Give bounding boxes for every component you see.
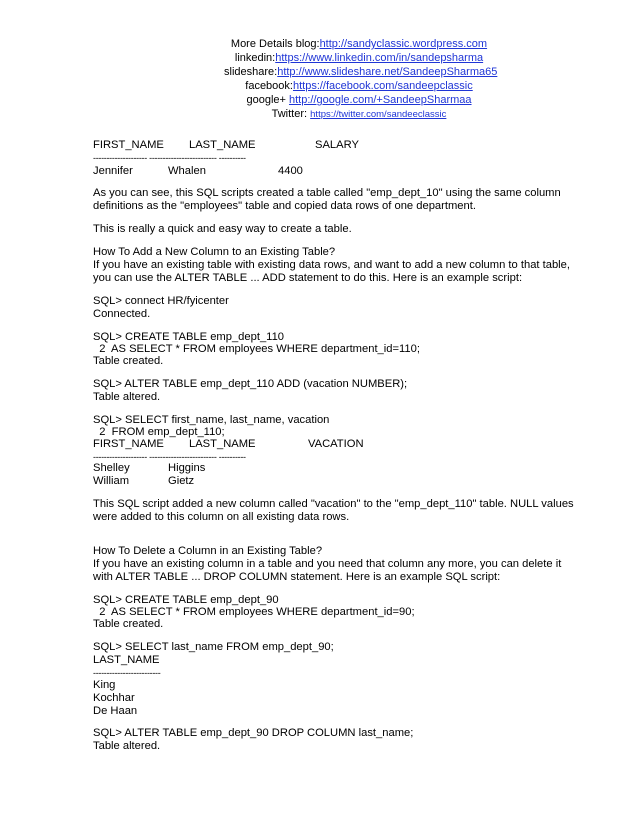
section-heading: How To Delete a Column in an Existing Table? <box>93 545 323 557</box>
table1-header-salary: SALARY <box>315 139 359 151</box>
slideshare-line <box>224 65 498 80</box>
google-label: google+ <box>246 94 289 106</box>
linkedin-line <box>224 51 494 66</box>
table2-header-first: FIRST_NAME <box>93 438 164 450</box>
code-line: LAST_NAME <box>93 654 160 666</box>
table1-cell-last: Whalen <box>168 165 206 177</box>
paragraph-line: you can use the ALTER TABLE ... ADD statement to do this. Here is an example script: <box>93 272 523 284</box>
code-line: 2 AS SELECT * FROM employees WHERE department_id=90; <box>93 606 415 618</box>
table2-cell: Shelley <box>93 462 130 474</box>
table1-divider: -------------------- ------------------------- ---------- <box>93 153 246 163</box>
table1-header-last: LAST_NAME <box>189 139 256 151</box>
paragraph-line: As you can see, this SQL scripts created a table called "emp_dept_10" using the same column <box>93 187 561 199</box>
code-line: Table created. <box>93 618 164 630</box>
twitter-link[interactable]: https://twitter.com/sandeeclassic <box>310 109 447 120</box>
code-line: King <box>93 679 116 691</box>
code-line: Table altered. <box>93 740 161 752</box>
blog-line <box>224 37 494 52</box>
paragraph-line: If you have an existing column in a table and you need that column any more, you can delete it <box>93 558 562 570</box>
blog-label: More Details blog: <box>230 38 320 50</box>
code-line: SQL> SELECT last_name FROM emp_dept_90; <box>93 641 334 653</box>
twitter-label: Twitter: <box>271 108 311 120</box>
code-line: SQL> ALTER TABLE emp_dept_110 ADD (vacation NUMBER); <box>93 378 408 390</box>
code-line: SQL> SELECT first_name, last_name, vacation <box>93 414 330 426</box>
table2-header-last: LAST_NAME <box>189 438 256 450</box>
code-line: Table altered. <box>93 391 161 403</box>
paragraph-line: were added to this column on all existing data rows. <box>93 511 350 523</box>
table1-cell-salary: 4400 <box>278 165 303 177</box>
code-line: Kochhar <box>93 692 135 704</box>
twitter-line <box>224 107 494 123</box>
code-divider: ------------------------- <box>93 668 161 678</box>
table2-cell: William <box>93 475 130 487</box>
section-heading: How To Add a New Column to an Existing Table? <box>93 246 336 258</box>
paragraph-line: This SQL script added a new column called "vacation" to the "emp_dept_110" table. NULL values <box>93 498 574 510</box>
code-line: SQL> CREATE TABLE emp_dept_90 <box>93 594 279 606</box>
code-line: 2 FROM emp_dept_110; <box>93 426 225 438</box>
code-line: Connected. <box>93 308 151 320</box>
code-line: Table created. <box>93 355 164 367</box>
paragraph-line: definitions as the "employees" table and copied data rows of one department. <box>93 200 476 212</box>
code-line: 2 AS SELECT * FROM employees WHERE department_id=110; <box>93 343 420 355</box>
table2-cell: Higgins <box>168 462 206 474</box>
slideshare-link[interactable]: http://www.slideshare.net/SandeepSharma65 <box>277 66 498 78</box>
paragraph-line: This is really a quick and easy way to create a table. <box>93 223 352 235</box>
paragraph-line: If you have an existing table with existing data rows, and want to add a new column to that table, <box>93 259 570 271</box>
linkedin-link[interactable]: https://www.linkedin.com/in/sandepsharma <box>275 52 484 64</box>
paragraph-line: with ALTER TABLE ... DROP COLUMN statement. Here is an example SQL script: <box>93 571 501 583</box>
google-line <box>224 93 494 108</box>
google-link[interactable]: http://google.com/+SandeepSharmaa <box>288 94 472 106</box>
table1-cell-first: Jennifer <box>93 165 133 177</box>
table1-header-first: FIRST_NAME <box>93 139 164 151</box>
table2-divider: -------------------- ------------------------- ---------- <box>93 452 246 462</box>
facebook-label: facebook: <box>245 80 293 92</box>
table2-header-vacation: VACATION <box>308 438 364 450</box>
linkedin-label: linkedin: <box>234 52 276 64</box>
table2-cell: Gietz <box>168 475 195 487</box>
code-line: SQL> connect HR/fyicenter <box>93 295 229 307</box>
blog-link[interactable]: http://sandyclassic.wordpress.com <box>319 38 488 50</box>
slideshare-label: slideshare: <box>224 66 278 78</box>
code-line: SQL> ALTER TABLE emp_dept_90 DROP COLUMN last_name; <box>93 727 414 739</box>
facebook-link[interactable]: https://facebook.com/sandeepclassic <box>292 80 473 92</box>
code-line: De Haan <box>93 705 138 717</box>
code-line: SQL> CREATE TABLE emp_dept_110 <box>93 331 285 343</box>
facebook-line <box>224 79 494 94</box>
